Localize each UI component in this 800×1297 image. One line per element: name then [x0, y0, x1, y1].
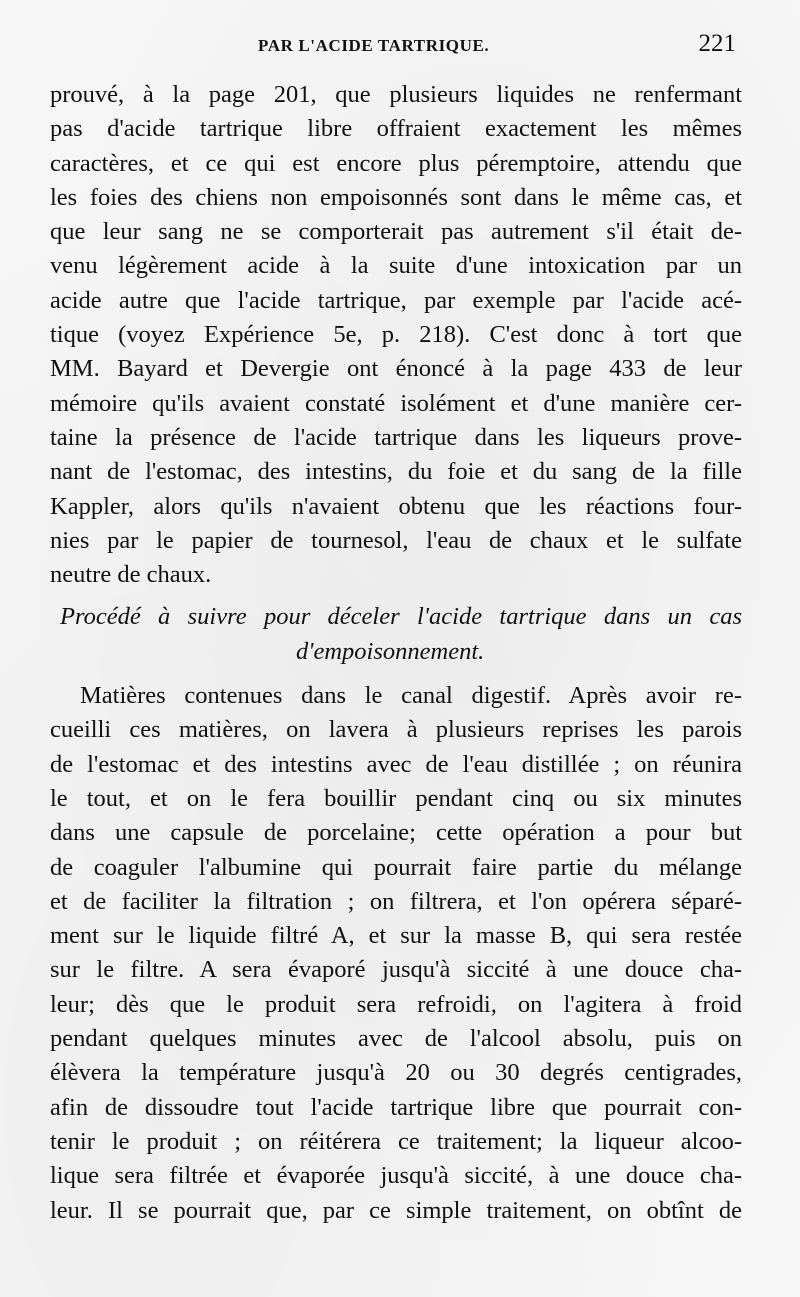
text-line: MM. Bayard et Devergie ont énoncé à la page 433 de leur — [50, 355, 742, 383]
text-line: leur. Il se pourrait que, par ce simple traitement, on obtînt de — [50, 1196, 742, 1224]
text-line: venu légèrement acide à la suite d'une intoxication par un — [50, 252, 742, 280]
text-line: que leur sang ne se comporterait pas autrement s'il était de- — [50, 218, 742, 246]
section-heading — [50, 600, 742, 669]
text-line: de coaguler l'albumine qui pourrait faire partie du mélange — [50, 853, 742, 881]
text-line: afin de dissoudre tout l'acide tartrique libre que pourrait con- — [50, 1093, 742, 1121]
text-line: de l'estomac et des intestins avec de l'eau distillée ; on réunira — [50, 750, 742, 778]
section-heading-line-1: Procédé à suivre pour déceler l'acide tartrique dans un cas — [60, 603, 742, 631]
text-line: caractères, et ce qui est encore plus péremptoire, attendu que — [50, 149, 742, 177]
text-line: dans une capsule de porcelaine; cette opération a pour but — [50, 819, 742, 847]
text-line: ment sur le liquide filtré A, et sur la masse B, qui sera restée — [50, 922, 742, 950]
text-line: et de faciliter la filtration ; on filtrera, et l'on opérera séparé- — [50, 887, 742, 915]
text-line: les foies des chiens non empoisonnés sont dans le même cas, et — [50, 183, 742, 211]
page-number: 221 — [698, 30, 736, 57]
text-line: cueilli ces matières, on lavera à plusieurs reprises les parois — [50, 716, 742, 744]
paragraph-1 — [50, 78, 742, 592]
section-heading-line-2: d'empoisonnement. — [296, 637, 485, 665]
text-line: pendant quelques minutes avec de l'alcool absolu, puis on — [50, 1025, 742, 1053]
text-line: sur le filtre. A sera évaporé jusqu'à siccité à une douce cha- — [50, 956, 742, 984]
text-line: tenir le produit ; on réitérera ce traitement; la liqueur alcoo- — [50, 1127, 742, 1155]
text-line: mémoire qu'ils avaient constaté isolément et d'une manière cer- — [50, 389, 742, 417]
text-line: élèvera la température jusqu'à 20 ou 30 degrés centigrades, — [50, 1059, 742, 1087]
text-line: acide autre que l'acide tartrique, par exemple par l'acide acé- — [50, 286, 742, 314]
text-line: tique (voyez Expérience 5e, p. 218). C'est donc à tort que — [50, 321, 742, 349]
text-line: neutre de chaux. — [50, 561, 212, 589]
text-line: le tout, et on le fera bouillir pendant cinq ou six minutes — [50, 784, 742, 812]
text-line: nies par le papier de tournesol, l'eau de chaux et le sulfate — [50, 526, 742, 554]
running-head: PAR L'ACIDE TARTRIQUE. — [258, 36, 490, 55]
text-line: pas d'acide tartrique libre offraient exactement les mêmes — [50, 115, 742, 143]
text-line: prouvé, à la page 201, que plusieurs liquides ne renfermant — [50, 81, 742, 108]
page-header — [50, 30, 740, 64]
text-line: Kappler, alors qu'ils n'avaient obtenu que les réactions four- — [50, 492, 742, 520]
text-line: taine la présence de l'acide tartrique dans les liqueurs prove- — [50, 423, 742, 451]
text-line: nant de l'estomac, des intestins, du foie et du sang de la fille — [50, 458, 742, 486]
text-line: lique sera filtrée et évaporée jusqu'à siccité, à une douce cha- — [50, 1162, 742, 1190]
body-text — [50, 78, 742, 1228]
paragraph-2 — [50, 679, 742, 1228]
text-line: Matières contenues dans le canal digestif. Après avoir re- — [80, 682, 742, 710]
text-line: leur; dès que le produit sera refroidi, on l'agitera à froid — [50, 990, 742, 1018]
